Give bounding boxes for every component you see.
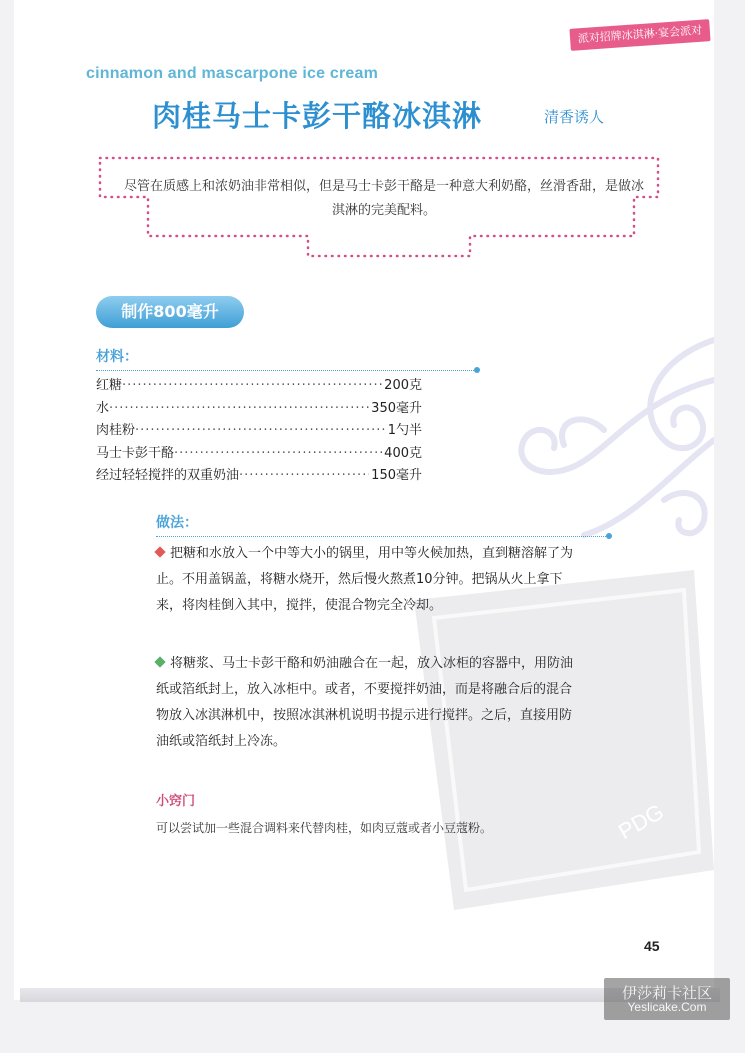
english-subtitle: cinnamon and mascarpone ice cream [86, 65, 379, 82]
title-tagline: 清香诱人 [544, 108, 605, 126]
swirl-ornament [484, 320, 714, 560]
tip-heading: 小窍门 [156, 794, 196, 809]
cookbook-page [14, 0, 714, 1000]
method-heading: 做法： [156, 515, 198, 531]
leader-dots [122, 376, 382, 396]
tip-text: 可以尝试加一些混合调料来代替肉桂，如肉豆蔻或者小豆蔻粉。 [156, 821, 493, 835]
ingredient-name: 水 [96, 401, 110, 416]
ingredients-divider-dot [474, 367, 480, 373]
site-watermark-en: Yeslicake.Com [627, 1000, 707, 1014]
ingredient-name: 经过轻轻搅拌的双重奶油 [96, 468, 240, 483]
ingredient-row [96, 376, 422, 396]
ingredient-amount: 1勺半 [387, 423, 422, 438]
ingredient-amount: 150毫升 [371, 468, 422, 483]
method-step [156, 541, 581, 619]
section-tag: 派对招牌冰淇淋·宴会派对 [569, 19, 710, 51]
ingredients-heading: 材料： [96, 349, 138, 365]
ingredient-name: 红糖 [96, 378, 123, 393]
leader-dots [135, 421, 386, 441]
site-watermark-cn: 伊莎莉卡社区 [621, 984, 712, 1002]
method-step [156, 651, 581, 755]
intro-text: 尽管在质感上和浓奶油非常相似，但是马士卡彭干酪是一种意大利奶酪，丝滑香甜，是做冰淇淋的完美配料。 [124, 179, 645, 218]
yield-badge: 制作800毫升 [96, 296, 244, 328]
ingredient-row [96, 421, 422, 441]
diamond-bullet-icon [154, 546, 165, 557]
step-text: 将糖浆、马士卡彭干酪和奶油融合在一起，放入冰柜的容器中，用防油纸或箔纸封上，放入冰柜中。或者，不要搅拌奶油，而是将融合后的混合物放入冰淇淋机中，按照冰淇淋机说明书提示进行搅拌。之后，直接用防油纸或箔纸封上冷冻。 [156, 656, 574, 749]
page-title: 肉桂马士卡彭干酪冰淇淋 [152, 99, 483, 133]
ingredient-row [96, 399, 422, 419]
method-divider-dot [606, 533, 612, 539]
ingredient-amount: 400克 [384, 446, 422, 461]
diamond-bullet-icon [154, 656, 165, 667]
ingredient-row [96, 466, 422, 486]
leader-dots [109, 399, 369, 419]
leader-dots [239, 466, 369, 486]
ingredient-amount: 200克 [384, 378, 422, 393]
leader-dots [174, 444, 382, 464]
ingredient-row [96, 444, 422, 464]
stamp-text: PDG [614, 798, 668, 845]
ingredient-amount: 350毫升 [371, 401, 422, 416]
step-text: 把糖和水放入一个中等大小的锅里，用中等火候加热，直到糖溶解了为止。不用盖锅盖，将糖水烧开，然后慢火熬煮10分钟。把锅从火上拿下来，将肉桂倒入其中，搅拌，使混合物完全冷却。 [156, 546, 574, 613]
page-number: 45 [644, 938, 660, 954]
ingredient-name: 马士卡彭干酪 [96, 446, 175, 461]
method-divider [156, 536, 608, 537]
ingredient-name: 肉桂粉 [96, 423, 136, 438]
ingredients-divider [96, 370, 476, 371]
